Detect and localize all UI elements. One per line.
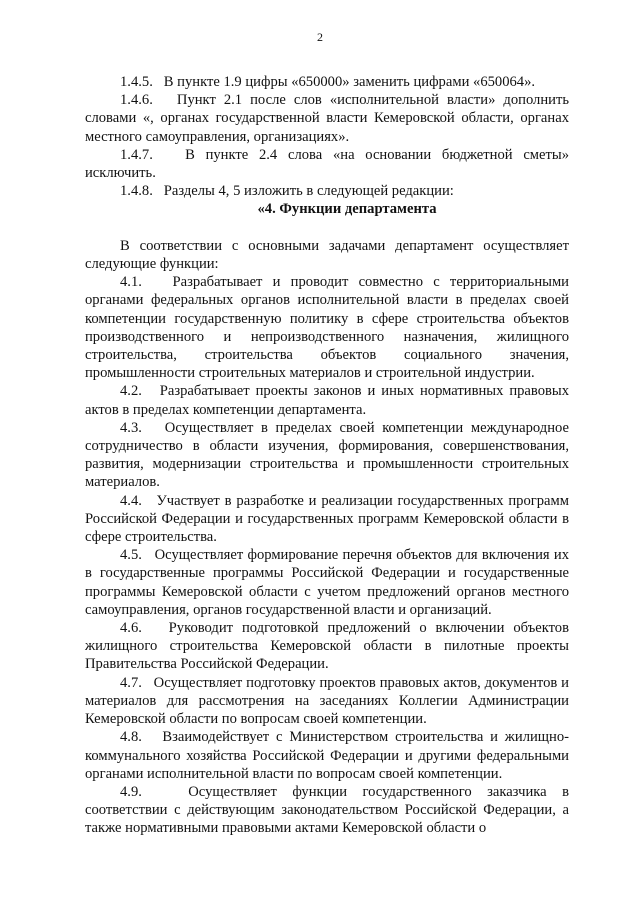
item-4-1: 4.1. Разрабатывает и проводит совместно с территориальными органами федеральных органов исполнительной власти в пределах своей компетенции государственную политику в сфере строительства объектов производственного и непроизводственного назначения, жилищного строительства, строительства объектов социального значения, промышленности строительных материалов и строительной индустрии. [85, 274, 569, 382]
paragraph-1-4-6: 1.4.6. Пункт 2.1 после слов «исполнительной власти» дополнить словами «, органах государственной власти Кемеровской области, органах местного самоуправления, организациях». [85, 92, 569, 145]
item-4-9: 4.9. Осуществляет функции государственного заказчика в соответствии с действующим законодательством Российской Федерации, а также нормативными правовыми актами Кемеровской области о [85, 783, 569, 837]
item-4-7: 4.7. Осуществляет подготовку проектов правовых актов, документов и материалов для рассмотрения на заседаниях Коллегии Администрации Кемеровской области по вопросам своей компетенции. [85, 674, 569, 728]
item-4-2: 4.2. Разрабатывает проекты законов и иных нормативных правовых актов в пределах компетенции департамента. [85, 383, 569, 418]
section-intro: В соответствии с основными задачами департамент осуществляет следующие функции: [85, 237, 569, 273]
item-4-4: 4.4. Участвует в разработке и реализации государственных программ Российской Федерации и государственных программ Кемеровской области в сфере строительства. [85, 492, 569, 546]
item-4-5: 4.5. Осуществляет формирование перечня объектов для включения их в государственные программы Российской Федерации и государственные программы Кемеровской области с учетом предложений органов местного самоуправления, органов государственной власти и организаций. [85, 547, 569, 618]
document-body [85, 73, 569, 838]
paragraph-1-4-5: 1.4.5. В пункте 1.9 цифры «650000» заменить цифрами «650064». [120, 74, 536, 90]
paragraph-1-4-7: 1.4.7. В пункте 2.4 слова «на основании бюджетной сметы» исключить. [85, 146, 569, 182]
paragraph-1-4-8: 1.4.8. Разделы 4, 5 изложить в следующей редакции: [120, 183, 454, 200]
page-number: 2 [317, 30, 323, 44]
section-heading: «4. Функции департамента [257, 201, 437, 218]
item-4-3: 4.3. Осуществляет в пределах своей компетенции международное сотрудничество в области изучения, формирования, совершенствования, развития, модернизации строительства и промышленности строительных материалов. [85, 419, 569, 491]
item-4-6: 4.6. Руководит подготовкой предложений о включении объектов жилищного строительства Кемеровской области в пилотные проекты Правительства Российской Федерации. [85, 620, 569, 673]
item-4-8: 4.8. Взаимодействует с Министерством строительства и жилищно-коммунального хозяйства Российской Федерации и другими федеральными органами исполнительной власти по вопросам своей компетенции. [85, 729, 569, 782]
blank-line [85, 219, 569, 237]
